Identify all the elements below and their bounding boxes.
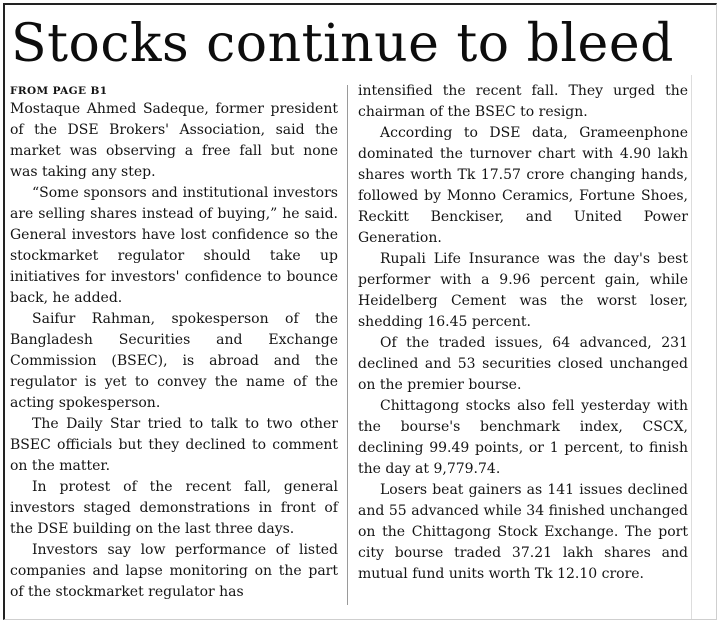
paragraph: intensified the recent fall. They urged the chairman of the BSEC to resign. [358, 83, 688, 120]
paragraph: In protest of the recent fall, general investors staged demonstrations in front of the DSE building on the last three days. [10, 479, 338, 537]
left-column [10, 84, 338, 603]
paragraph: “Some sponsors and institutional investors are selling shares instead of buying,” he said. General investors have lost confidence so the stockmarket regulator should take up initiatives for investors' confidence to bounce back, he added. [10, 185, 338, 306]
paragraph: According to DSE data, Grameenphone dominated the turnover chart with 4.90 lakh shares worth Tk 17.57 crore changing hands, followed by Monno Ceramics, Fortune Shoes, Reckitt Benckiser, and United Power Generation. [358, 125, 688, 246]
paragraph: The Daily Star tried to talk to two other BSEC officials but they declined to comment on the matter. [10, 416, 338, 474]
paragraph: Losers beat gainers as 141 issues declined and 55 advanced while 34 finished unchanged on the Chittagong Stock Exchange. The port city bourse traded 37.21 lakh shares and mutual fund units worth Tk 12.10 crore. [358, 482, 688, 582]
column-divider [347, 85, 348, 605]
right-column [358, 81, 688, 585]
paragraph: Rupali Life Insurance was the day's best performer with a 9.96 percent gain, while Heidelberg Cement was the worst loser, shedding 16.45 percent. [358, 251, 688, 330]
headline: Stocks continue to bleed [11, 14, 674, 74]
dateline: FROM PAGE B1 [10, 85, 108, 97]
paragraph: Chittagong stocks also fell yesterday with the bourse's benchmark index, CSCX, declining 99.49 points, or 1 percent, to finish the day at 9,779.74. [358, 398, 688, 477]
paragraph: Of the traded issues, 64 advanced, 231 declined and 53 securities closed unchanged on the premier bourse. [358, 335, 688, 393]
paragraph: Investors say low performance of listed companies and lapse monitoring on the part of the stockmarket regulator has [10, 542, 338, 600]
paragraph: Mostaque Ahmed Sadeque, former president of the DSE Brokers' Association, said the market was observing a free fall but none was taking any step. [10, 101, 338, 180]
clipping-edge [691, 75, 692, 620]
paragraph: Saifur Rahman, spokesperson of the Bangladesh Securities and Exchange Commission (BSEC), is abroad and the regulator is yet to convey the name of the acting spokesperson. [10, 311, 338, 411]
news-clipping [3, 3, 717, 620]
